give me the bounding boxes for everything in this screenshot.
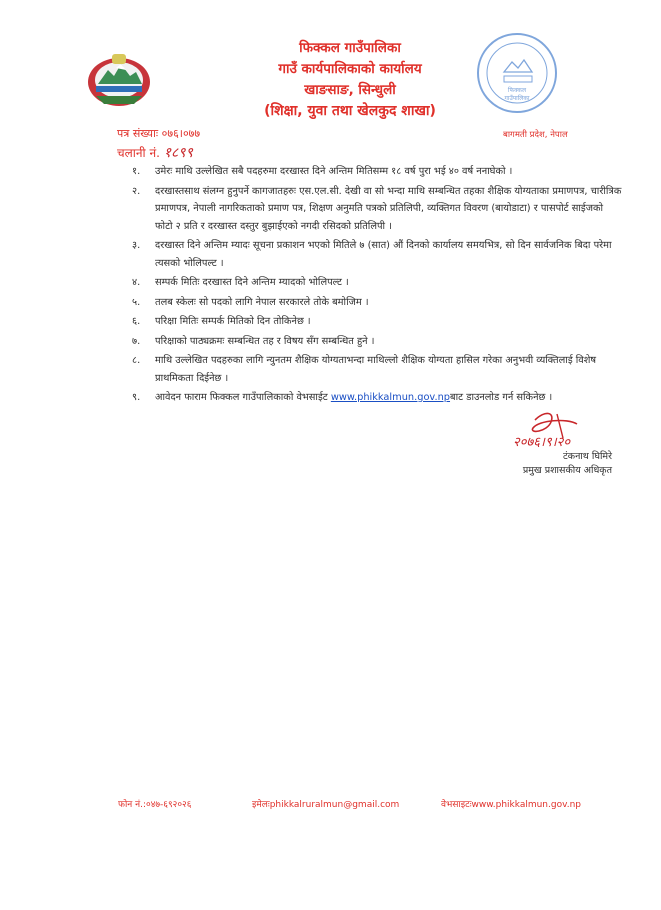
header-section: (शिक्षा, युवा तथा खेलकुद शाखा) <box>264 103 436 119</box>
item-number: ४. <box>132 277 141 288</box>
item-text-pre: आवेदन फाराम फिक्कल गाउँपालिकाको वेभसाईट <box>155 392 328 403</box>
list-item <box>132 183 622 236</box>
item-text: उमेरः माथि उल्लेखित सबै पदहरुमा दरखास्त दिने अन्तिम मितिसम्म १८ वर्ष पुरा भई ४० वर्ष ननाघेको । <box>155 166 513 177</box>
list-item <box>132 163 622 181</box>
item-text: माथि उल्लेखित पदहरुका लागि न्युनतम शैक्षिक योग्यताभन्दा माथिल्लो शैक्षिक योग्यता हासिल गरेका अनुभवी व्यक्तिलाई विशेष प्राथमिकता दिईनेछ । <box>155 355 597 384</box>
svg-text:फिक्कल: फिक्कल <box>507 87 527 94</box>
list-item <box>132 294 622 312</box>
list-item <box>132 389 622 407</box>
list-item <box>132 274 622 292</box>
signature-date: २०७६।९।२० <box>513 435 571 450</box>
footer-email: इमेलःphikkalruralmun@gmail.com <box>252 800 400 810</box>
item-number: १. <box>132 166 141 177</box>
item-number: ८. <box>132 355 141 366</box>
item-text: दरखास्त दिने अन्तिम म्यादः सूचना प्रकाशन भएको मितिले ७ (सात) औं दिनको कार्यालय समयभित्र, सो दिन सार्वजनिक बिदा परेमा त्यसको भोलिपल्ट । <box>155 240 612 269</box>
header-office: गाउँ कार्यपालिकाको कार्यालय <box>278 61 422 77</box>
office-header <box>230 38 470 122</box>
item-number: ३. <box>132 240 141 251</box>
item-text-post: बाट डाउनलोड गर्न सकिनेछ । <box>450 392 553 403</box>
item-number: ६. <box>132 316 141 327</box>
nepal-emblem-logo <box>86 48 152 108</box>
list-item <box>132 237 622 272</box>
list-item <box>132 352 622 387</box>
website-link[interactable]: www.phikkalmun.gov.np <box>330 392 451 403</box>
item-number: ९. <box>132 392 141 403</box>
item-text: परिक्षाको पाठ्यक्रमः सम्बन्धित तह र विषय सँग सम्बन्धित हुने । <box>155 335 375 347</box>
letter-number: पत्र संख्याः ०७६।०७७ <box>117 127 201 140</box>
item-text: तलब स्केलः सो पदको लागि नेपाल सरकारले तोके बमोजिम । <box>155 296 369 308</box>
notice-items <box>132 163 622 409</box>
province-label: बागमती प्रदेश, नेपाल <box>503 130 568 140</box>
item-number: ५. <box>132 296 141 308</box>
header-address: खाङसाङ, सिन्धुली <box>304 82 396 98</box>
item-number: २. <box>132 185 141 197</box>
footer-website: वेभसाइटःwww.phikkalmun.gov.np <box>441 800 581 810</box>
item-text: दरखास्तसाथ संलग्न हुनुपर्ने कागजातहरुः एस.एल.सी. देखी वा सो भन्दा माथि सम्बन्धित तहका शैक्षिक योग्यताका प्रमाणपत्र, चारीत्रिक प्रमाणपत्र, नेपाली नागरिकताको प्रमाण पत्र, शिक्षण अनुमति पत्रको प्रतिलिपी, व्यक्तिगत विवरण (बायोडाटा) र पासपोर्ट साईजको फोटो २ प्रति र दरखास्त दस्तुर बुझाईएको नगदी रसिदको प्रतिलिपी । <box>155 185 622 232</box>
svg-text:गाउँपालिका: गाउँपालिका <box>504 95 530 102</box>
item-text: सम्पर्क मितिः दरखास्त दिने अन्तिम म्यादको भोलिपल्ट । <box>155 277 349 288</box>
signer-name: टंकनाथ घिमिरे <box>562 451 612 462</box>
header-municipality: फिक्कल गाउँपालिका <box>299 40 401 56</box>
signer-designation: प्रमुख प्रशासकीय अधिकृत <box>522 465 612 476</box>
dispatch-label: चलानी नं. <box>117 146 160 160</box>
list-item <box>132 313 622 331</box>
dispatch-number <box>117 143 193 162</box>
list-item <box>132 333 622 351</box>
footer-phone: फोन नं.:०४७-६९२०२६ <box>118 800 192 810</box>
item-text: परिक्षा मितिः सम्पर्क मितिको दिन तोकिनेछ । <box>155 316 311 327</box>
dispatch-value: १८९९ <box>163 145 193 161</box>
item-number: ७. <box>132 335 141 347</box>
office-seal-stamp <box>474 30 560 116</box>
